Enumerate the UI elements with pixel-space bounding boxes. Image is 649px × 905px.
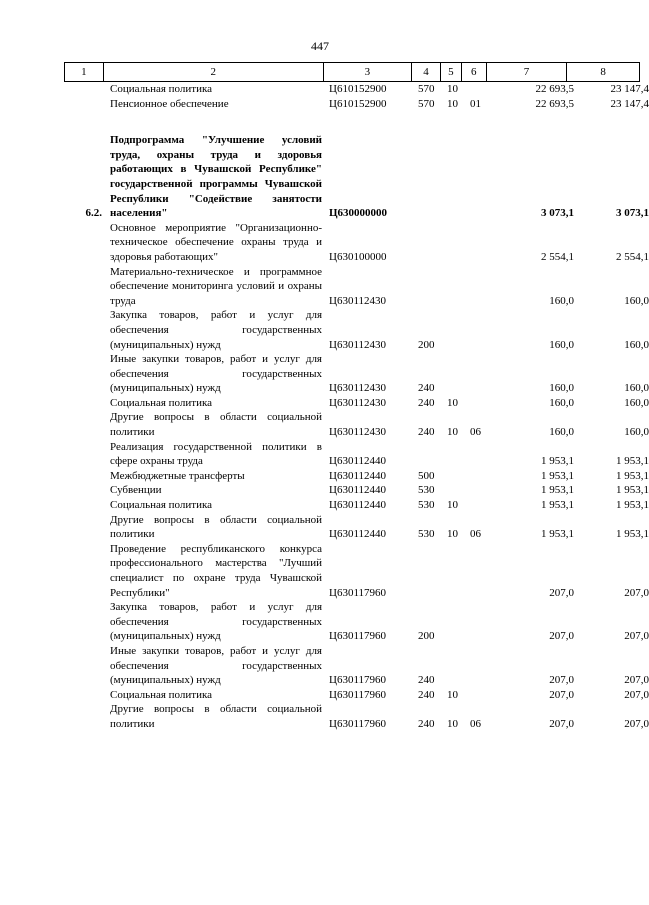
row-code: Ц630112440 [329,469,387,482]
header-cell: 6 [461,63,486,82]
row-code: Ц630112440 [329,528,387,541]
row-name: Социальная политика [110,83,213,95]
table-row [64,688,649,703]
table-row [64,469,649,484]
row-sum-2: 1 953,1 [616,499,649,512]
table-row [64,644,649,688]
row-sum-2: 160,0 [624,426,649,439]
row-sum-1: 160,0 [549,382,574,395]
row-sum-1: 1 953,1 [541,499,574,512]
row-code: Ц630112430 [329,382,387,395]
row-sum-1: 1 953,1 [541,469,574,482]
header-cell: 1 [65,63,104,82]
table-header [64,62,640,82]
table-row [64,82,649,97]
row-name: Реализация государственной политики в сфере охраны труда [110,440,322,468]
row-sum-1: 1 953,1 [541,528,574,541]
table-row [64,498,649,513]
row-code: Ц610152900 [329,83,387,95]
row-name: Иные закупки товаров, работ и услуг для обеспечения государственных (муниципальных) нужд [110,644,322,687]
row-sum-2: 207,0 [624,717,649,730]
row-name: Межбюджетные трансферты [110,469,245,482]
row-subsection: 01 [470,97,481,110]
header-cell: 3 [323,63,412,82]
row-name: Социальная политика [110,396,213,409]
row-name: Закупка товаров, работ и услуг для обеспечения государственных (муниципальных) нужд [110,309,322,351]
row-sum-2: 23 147,4 [610,97,649,110]
row-sum-2: 1 953,1 [616,469,649,482]
row-section: 10 [447,396,458,409]
row-subsection: 06 [470,717,481,730]
row-expense-type: 240 [418,688,435,701]
row-expense-type: 200 [418,338,435,351]
row-sum-1: 3 073,1 [541,207,574,220]
row-sum-2: 160,0 [624,396,649,409]
table-row [64,440,649,469]
header-cell: 2 [103,63,323,82]
header-cell: 7 [486,63,567,82]
row-sum-1: 207,0 [549,688,574,701]
row-section: 10 [447,688,458,701]
row-expense-type: 240 [418,382,435,395]
row-expense-type: 240 [418,396,435,409]
row-number: 6.2. [85,207,102,220]
row-sum-1: 2 554,1 [541,250,574,263]
row-name: Проведение республиканского конкурса профессионального мастерства "Лучший специалист по охране труда Чувашской Республики" [110,542,322,599]
row-sum-1: 207,0 [549,717,574,730]
row-section: 10 [447,499,458,512]
row-code: Ц630117960 [329,717,387,730]
row-sum-1: 207,0 [549,586,574,599]
table-row [64,265,649,309]
row-sum-2: 23 147,4 [610,83,649,95]
row-sum-1: 160,0 [549,294,574,307]
row-section: 10 [447,83,458,95]
table-row [64,133,649,221]
row-sum-2: 160,0 [624,338,649,351]
row-section: 10 [447,97,458,110]
row-expense-type: 240 [418,717,435,730]
table-row [64,600,649,644]
row-code: Ц630100000 [329,250,387,263]
table-row [64,221,649,265]
row-code: Ц630117960 [329,630,387,643]
row-sum-1: 1 953,1 [541,455,574,468]
row-sum-1: 207,0 [549,674,574,687]
row-name: Другие вопросы в области социальной политики [110,411,322,439]
row-code: Ц630117960 [329,674,387,687]
table-row [64,352,649,396]
table-row [64,97,649,112]
row-sum-2: 160,0 [624,294,649,307]
row-code: Ц630112430 [329,338,387,351]
row-code: Ц630117960 [329,688,387,701]
row-section: 10 [447,426,458,439]
table-row [64,542,649,600]
row-expense-type: 240 [418,674,435,687]
row-name: Подпрограмма "Улучшение условий труда, охраны труда и здоровья работающих в Чувашской Республике" государственной программы Чувашской Республики "Содействие занятости населения" [110,134,322,220]
row-subsection: 06 [470,528,481,541]
row-sum-2: 1 953,1 [616,484,649,497]
row-code: Ц630112440 [329,499,387,512]
row-sum-1: 207,0 [549,630,574,643]
row-name: Субвенции [110,484,162,497]
row-code: Ц630117960 [329,586,387,599]
row-code: Ц630112430 [329,426,387,439]
row-sum-2: 1 953,1 [616,528,649,541]
row-subsection: 06 [470,426,481,439]
table-row [64,483,649,498]
row-sum-2: 207,0 [624,630,649,643]
row-code: Ц610152900 [329,97,387,110]
row-sum-1: 160,0 [549,338,574,351]
row-code: Ц630112430 [329,396,387,409]
row-sum-1: 22 693,5 [535,97,574,110]
row-sum-1: 1 953,1 [541,484,574,497]
row-sum-2: 1 953,1 [616,455,649,468]
table-row [64,410,649,439]
row-name: Иные закупки товаров, работ и услуг для обеспечения государственных (муниципальных) нужд [110,353,322,395]
header-cell: 5 [440,63,461,82]
row-gap [64,111,604,133]
table-row [64,396,649,411]
row-expense-type: 570 [418,83,435,95]
table-row [64,308,649,352]
row-expense-type: 570 [418,97,435,110]
row-code: Ц630112440 [329,484,387,497]
row-expense-type: 200 [418,630,435,643]
row-expense-type: 530 [418,484,435,497]
row-name: Социальная политика [110,688,213,701]
row-name: Основное мероприятие "Организационно-техническое обеспечение охраны труда и здоровья работающих" [110,221,322,263]
row-expense-type: 500 [418,469,435,482]
row-name: Другие вопросы в области социальной политики [110,513,322,541]
row-code: Ц630000000 [329,207,388,220]
table-body [64,82,649,732]
row-sum-2: 207,0 [624,674,649,687]
row-name: Пенсионное обеспечение [110,97,229,110]
row-sum-2: 207,0 [624,688,649,701]
row-sum-2: 207,0 [624,586,649,599]
row-sum-2: 3 073,1 [616,207,649,220]
row-sum-1: 160,0 [549,426,574,439]
row-name: Другие вопросы в области социальной политики [110,703,322,730]
row-expense-type: 530 [418,528,435,541]
row-expense-type: 240 [418,426,435,439]
row-section: 10 [447,528,458,541]
row-code: Ц630112430 [329,294,387,307]
row-name: Материально-техническое и программное обеспечение мониторинга условий и охраны труда [110,265,322,307]
row-section: 10 [447,717,458,730]
page-number: 447 [311,39,329,53]
row-sum-1: 160,0 [549,396,574,409]
row-code: Ц630112440 [329,455,387,468]
table-row [64,513,649,542]
row-sum-2: 160,0 [624,382,649,395]
row-expense-type: 530 [418,499,435,512]
header-cell: 4 [412,63,441,82]
row-sum-2: 2 554,1 [616,250,649,263]
row-name: Социальная политика [110,499,213,512]
table-row [64,702,649,731]
header-cell: 8 [567,63,640,82]
row-name: Закупка товаров, работ и услуг для обеспечения государственных (муниципальных) нужд [110,601,322,643]
row-sum-1: 22 693,5 [535,83,574,95]
